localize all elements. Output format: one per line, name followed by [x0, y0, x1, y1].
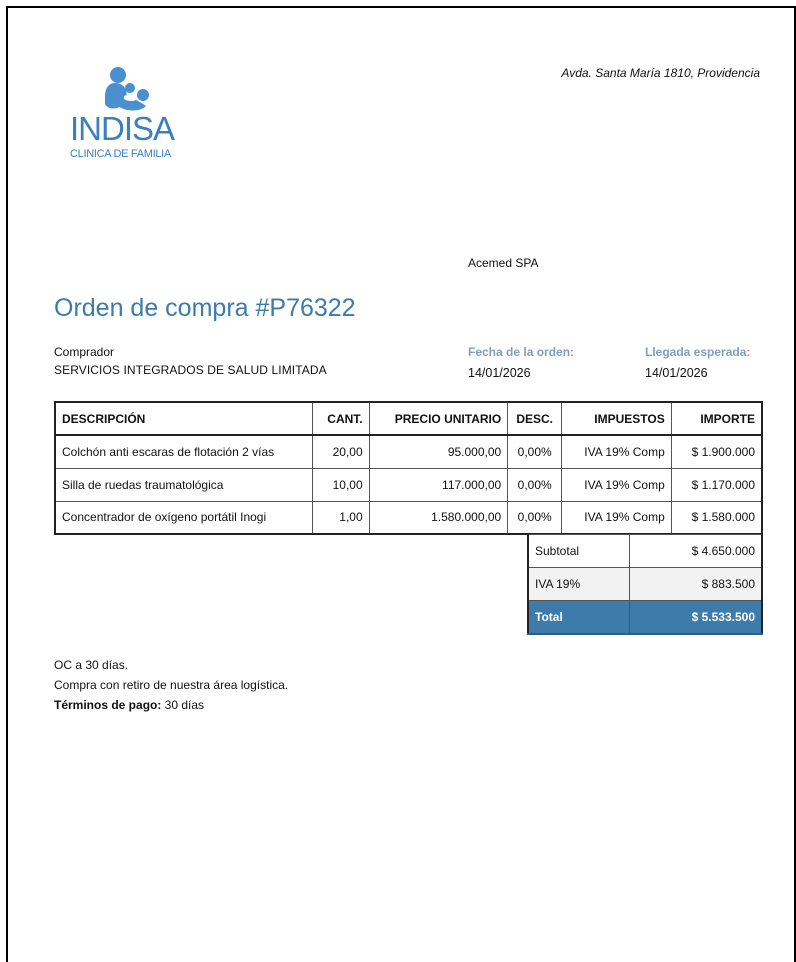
cell-quantity: 10,00: [312, 468, 369, 501]
logo-subtitle: CLINICA DE FAMILIA: [70, 148, 171, 160]
col-quantity-header: CANT.: [312, 402, 369, 435]
col-description-header: DESCRIPCIÓN: [55, 402, 312, 435]
note-line: OC a 30 días.: [54, 658, 129, 672]
col-amount-header: IMPORTE: [671, 402, 762, 435]
document-title: Orden de compra #P76322: [54, 294, 356, 322]
table-header-row: [55, 402, 762, 435]
cell-discount: 0,00%: [508, 435, 562, 468]
payment-terms: [54, 695, 288, 715]
cell-unit-price: 1.580.000,00: [369, 501, 508, 534]
tax-row: [528, 568, 762, 601]
cell-quantity: 20,00: [312, 435, 369, 468]
table-row: [55, 435, 762, 468]
cell-description: Colchón anti escaras de flotación 2 vías: [55, 435, 312, 468]
table-row: [55, 468, 762, 501]
order-lines-table: [54, 401, 763, 535]
subtotal-row: [528, 535, 762, 568]
payment-terms-value: 30 días: [161, 698, 205, 712]
cell-taxes: IVA 19% Comp: [562, 468, 672, 501]
cell-taxes: IVA 19% Comp: [562, 501, 672, 534]
family-logo-icon: [68, 66, 186, 114]
table-row: [55, 501, 762, 534]
cell-quantity: 1,00: [312, 501, 369, 534]
arrival-date-label: Llegada esperada:: [645, 345, 751, 359]
cell-description: Concentrador de oxígeno portátil Inogi: [55, 501, 312, 534]
payment-terms-label: Términos de pago:: [54, 698, 162, 712]
cell-unit-price: 117.000,00: [369, 468, 508, 501]
col-taxes-header: IMPUESTOS: [562, 402, 672, 435]
note-line: Compra con retiro de nuestra área logística.: [54, 678, 289, 692]
total-row: [528, 601, 762, 634]
logo-wordmark: INDISA: [70, 110, 175, 147]
arrival-date-value: 14/01/2026: [645, 366, 708, 380]
subtotal-label: Subtotal: [528, 535, 629, 568]
col-unit-price-header: PRECIO UNITARIO: [369, 402, 508, 435]
cell-discount: 0,00%: [508, 501, 562, 534]
cell-amount: $ 1.900.000: [671, 435, 762, 468]
company-logo: [68, 66, 186, 166]
cell-description: Silla de ruedas traumatológica: [55, 468, 312, 501]
cell-discount: 0,00%: [508, 468, 562, 501]
buyer-name: SERVICIOS INTEGRADOS DE SALUD LIMITADA: [54, 363, 327, 377]
total-value: $ 5.533.500: [629, 601, 762, 634]
total-label: Total: [528, 601, 629, 634]
tax-label: IVA 19%: [528, 568, 629, 601]
order-date-value: 14/01/2026: [468, 366, 531, 380]
company-address: Avda. Santa María 1810, Providencia: [561, 66, 760, 80]
order-date-label: Fecha de la orden:: [468, 345, 575, 359]
cell-taxes: IVA 19% Comp: [562, 435, 672, 468]
vendor-name: Acemed SPA: [468, 256, 539, 270]
col-discount-header: DESC.: [508, 402, 562, 435]
order-notes: [54, 655, 288, 715]
cell-unit-price: 95.000,00: [369, 435, 508, 468]
totals-table: [527, 534, 763, 635]
cell-amount: $ 1.170.000: [671, 468, 762, 501]
subtotal-value: $ 4.650.000: [629, 535, 762, 568]
cell-amount: $ 1.580.000: [671, 501, 762, 534]
buyer-label: Comprador: [54, 345, 115, 359]
tax-value: $ 883.500: [629, 568, 762, 601]
